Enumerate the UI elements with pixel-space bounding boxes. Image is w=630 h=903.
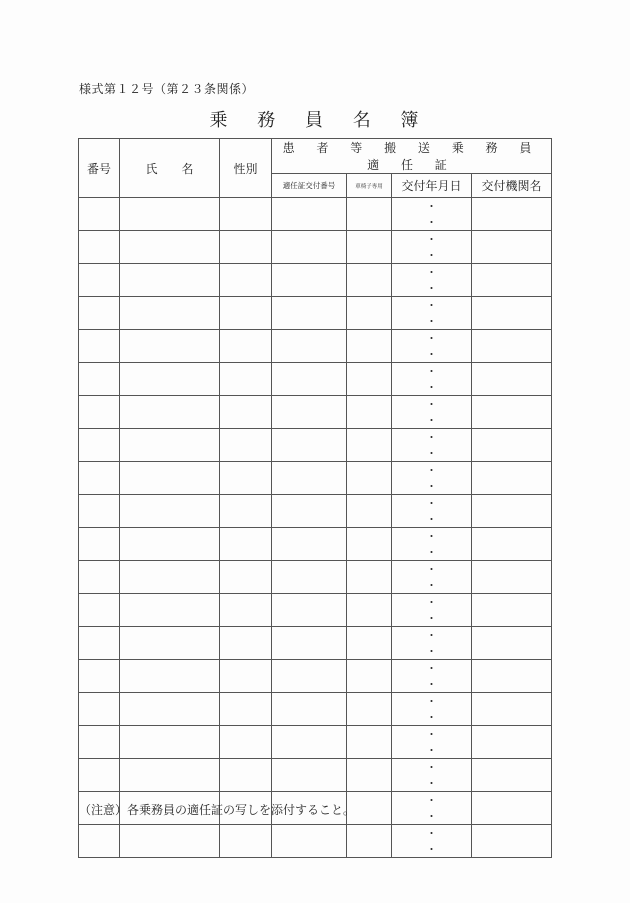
cell-certificate-number[interactable] <box>272 396 347 429</box>
cell-gender[interactable] <box>220 462 272 495</box>
note: （注意）各乗務員の適任証の写しを添付すること。 <box>79 803 356 817</box>
table-row <box>79 627 552 660</box>
cell-number[interactable] <box>79 660 120 693</box>
cell-name[interactable] <box>120 396 220 429</box>
cell-issue-date[interactable]: ・ ・ <box>392 330 472 363</box>
cell-gender[interactable] <box>220 396 272 429</box>
cell-wheelchair-only[interactable] <box>347 198 392 231</box>
cell-gender[interactable] <box>220 561 272 594</box>
crew-roster-table <box>78 138 552 858</box>
cell-issue-date[interactable]: ・ ・ <box>392 660 472 693</box>
form-number: 様式第１２号（第２３条関係） <box>79 82 255 96</box>
cell-number[interactable] <box>79 231 120 264</box>
cell-issuing-agency[interactable] <box>472 462 552 495</box>
cell-number[interactable] <box>79 726 120 759</box>
cell-name[interactable] <box>120 561 220 594</box>
cell-name[interactable] <box>120 528 220 561</box>
cell-issuing-agency[interactable] <box>472 198 552 231</box>
cell-name[interactable] <box>120 462 220 495</box>
table-row <box>79 759 552 792</box>
header-name: 氏 名 <box>120 139 220 198</box>
cell-wheelchair-only[interactable] <box>347 330 392 363</box>
cell-number[interactable] <box>79 825 120 858</box>
cell-issuing-agency[interactable] <box>472 693 552 726</box>
cell-number[interactable] <box>79 297 120 330</box>
cell-certificate-number[interactable] <box>272 594 347 627</box>
cell-issue-date[interactable]: ・ ・ <box>392 396 472 429</box>
header-certificate-number: 適任証交付番号 <box>272 174 347 198</box>
cell-gender[interactable] <box>220 693 272 726</box>
cell-number[interactable] <box>79 429 120 462</box>
cell-number[interactable] <box>79 396 120 429</box>
cell-number[interactable] <box>79 495 120 528</box>
cell-issuing-agency[interactable] <box>472 297 552 330</box>
header-certificate-group: 患 者 等 搬 送 乗 務 員 適 任 証 <box>272 139 552 174</box>
cell-wheelchair-only[interactable] <box>347 528 392 561</box>
cell-certificate-number[interactable] <box>272 726 347 759</box>
cell-certificate-number[interactable] <box>272 264 347 297</box>
table-row <box>79 726 552 759</box>
cell-issuing-agency[interactable] <box>472 825 552 858</box>
cell-gender[interactable] <box>220 759 272 792</box>
cell-gender[interactable] <box>220 825 272 858</box>
cell-wheelchair-only[interactable] <box>347 660 392 693</box>
cell-name[interactable] <box>120 198 220 231</box>
cell-name[interactable] <box>120 594 220 627</box>
cell-gender[interactable] <box>220 660 272 693</box>
cell-certificate-number[interactable] <box>272 462 347 495</box>
cell-gender[interactable] <box>220 429 272 462</box>
table-row <box>79 264 552 297</box>
table-row <box>79 396 552 429</box>
cell-issue-date[interactable]: ・ ・ <box>392 429 472 462</box>
cell-issue-date[interactable]: ・ ・ <box>392 627 472 660</box>
table-row <box>79 198 552 231</box>
cell-wheelchair-only[interactable] <box>347 396 392 429</box>
table-row <box>79 825 552 858</box>
cell-wheelchair-only[interactable] <box>347 429 392 462</box>
header-issuing-agency: 交付機関名 <box>472 174 552 198</box>
cell-certificate-number[interactable] <box>272 495 347 528</box>
table-row <box>79 594 552 627</box>
cell-issue-date[interactable]: ・ ・ <box>392 792 472 825</box>
cell-wheelchair-only[interactable] <box>347 627 392 660</box>
cell-issue-date[interactable]: ・ ・ <box>392 528 472 561</box>
cell-issuing-agency[interactable] <box>472 561 552 594</box>
cell-issuing-agency[interactable] <box>472 528 552 561</box>
cell-issue-date[interactable]: ・ ・ <box>392 561 472 594</box>
cell-gender[interactable] <box>220 363 272 396</box>
cell-name[interactable] <box>120 330 220 363</box>
header-wheelchair-only: 車椅子専用 <box>347 174 392 198</box>
cell-wheelchair-only[interactable] <box>347 693 392 726</box>
cell-gender[interactable] <box>220 231 272 264</box>
table-row <box>79 528 552 561</box>
cell-number[interactable] <box>79 462 120 495</box>
cell-issuing-agency[interactable] <box>472 264 552 297</box>
document-title: 乗 務 員 名 簿 <box>209 110 431 131</box>
cell-certificate-number[interactable] <box>272 330 347 363</box>
cell-issuing-agency[interactable] <box>472 660 552 693</box>
cell-wheelchair-only[interactable] <box>347 726 392 759</box>
cell-name[interactable] <box>120 693 220 726</box>
cell-issue-date[interactable]: ・ ・ <box>392 825 472 858</box>
cell-wheelchair-only[interactable] <box>347 594 392 627</box>
cell-gender[interactable] <box>220 198 272 231</box>
table-row <box>79 693 552 726</box>
cell-name[interactable] <box>120 264 220 297</box>
cell-issuing-agency[interactable] <box>472 792 552 825</box>
header-gender: 性別 <box>220 139 272 198</box>
cell-issuing-agency[interactable] <box>472 231 552 264</box>
cell-certificate-number[interactable] <box>272 627 347 660</box>
cell-issuing-agency[interactable] <box>472 759 552 792</box>
cell-number[interactable] <box>79 330 120 363</box>
cell-issuing-agency[interactable] <box>472 429 552 462</box>
table-row <box>79 330 552 363</box>
cell-number[interactable] <box>79 627 120 660</box>
cell-name[interactable] <box>120 363 220 396</box>
cell-gender[interactable] <box>220 594 272 627</box>
cell-issuing-agency[interactable] <box>472 627 552 660</box>
cell-issue-date[interactable]: ・ ・ <box>392 693 472 726</box>
cell-name[interactable] <box>120 429 220 462</box>
cell-number[interactable] <box>79 561 120 594</box>
cell-certificate-number[interactable] <box>272 429 347 462</box>
cell-issuing-agency[interactable] <box>472 495 552 528</box>
cell-name[interactable] <box>120 297 220 330</box>
cell-issue-date[interactable]: ・ ・ <box>392 462 472 495</box>
cell-certificate-number[interactable] <box>272 363 347 396</box>
cell-certificate-number[interactable] <box>272 198 347 231</box>
cell-wheelchair-only[interactable] <box>347 462 392 495</box>
cell-name[interactable] <box>120 660 220 693</box>
cell-issue-date[interactable]: ・ ・ <box>392 231 472 264</box>
cell-issue-date[interactable]: ・ ・ <box>392 495 472 528</box>
cell-certificate-number[interactable] <box>272 231 347 264</box>
cell-issuing-agency[interactable] <box>472 726 552 759</box>
table-row <box>79 561 552 594</box>
cell-wheelchair-only[interactable] <box>347 825 392 858</box>
cell-issue-date[interactable]: ・ ・ <box>392 297 472 330</box>
cell-gender[interactable] <box>220 528 272 561</box>
cell-issuing-agency[interactable] <box>472 363 552 396</box>
cell-wheelchair-only[interactable] <box>347 759 392 792</box>
cell-name[interactable] <box>120 627 220 660</box>
cell-issuing-agency[interactable] <box>472 594 552 627</box>
cell-issue-date[interactable]: ・ ・ <box>392 264 472 297</box>
cell-issue-date[interactable]: ・ ・ <box>392 594 472 627</box>
cell-issue-date[interactable]: ・ ・ <box>392 363 472 396</box>
cell-certificate-number[interactable] <box>272 297 347 330</box>
cell-issue-date[interactable]: ・ ・ <box>392 198 472 231</box>
cell-gender[interactable] <box>220 264 272 297</box>
header-number: 番号 <box>79 139 120 198</box>
cell-number[interactable] <box>79 363 120 396</box>
cell-number[interactable] <box>79 594 120 627</box>
cell-name[interactable] <box>120 825 220 858</box>
cell-certificate-number[interactable] <box>272 825 347 858</box>
table-row <box>79 462 552 495</box>
cell-wheelchair-only[interactable] <box>347 297 392 330</box>
cell-number[interactable] <box>79 759 120 792</box>
cell-wheelchair-only[interactable] <box>347 363 392 396</box>
cell-wheelchair-only[interactable] <box>347 561 392 594</box>
header-issue-date: 交付年月日 <box>392 174 472 198</box>
cell-certificate-number[interactable] <box>272 693 347 726</box>
table-row <box>79 429 552 462</box>
cell-name[interactable] <box>120 759 220 792</box>
table-row <box>79 495 552 528</box>
cell-wheelchair-only[interactable] <box>347 495 392 528</box>
cell-issue-date[interactable]: ・ ・ <box>392 759 472 792</box>
cell-issuing-agency[interactable] <box>472 330 552 363</box>
cell-name[interactable] <box>120 726 220 759</box>
cell-number[interactable] <box>79 264 120 297</box>
cell-name[interactable] <box>120 231 220 264</box>
table-row <box>79 660 552 693</box>
cell-gender[interactable] <box>220 627 272 660</box>
cell-certificate-number[interactable] <box>272 561 347 594</box>
table-row <box>79 363 552 396</box>
cell-gender[interactable] <box>220 330 272 363</box>
cell-gender[interactable] <box>220 495 272 528</box>
cell-name[interactable] <box>120 495 220 528</box>
cell-issuing-agency[interactable] <box>472 396 552 429</box>
cell-certificate-number[interactable] <box>272 759 347 792</box>
cell-wheelchair-only[interactable] <box>347 231 392 264</box>
cell-gender[interactable] <box>220 297 272 330</box>
cell-certificate-number[interactable] <box>272 660 347 693</box>
cell-gender[interactable] <box>220 726 272 759</box>
cell-wheelchair-only[interactable] <box>347 264 392 297</box>
table-row <box>79 297 552 330</box>
cell-number[interactable] <box>79 198 120 231</box>
cell-issue-date[interactable]: ・ ・ <box>392 726 472 759</box>
table-row <box>79 231 552 264</box>
cell-number[interactable] <box>79 528 120 561</box>
cell-number[interactable] <box>79 693 120 726</box>
cell-certificate-number[interactable] <box>272 528 347 561</box>
